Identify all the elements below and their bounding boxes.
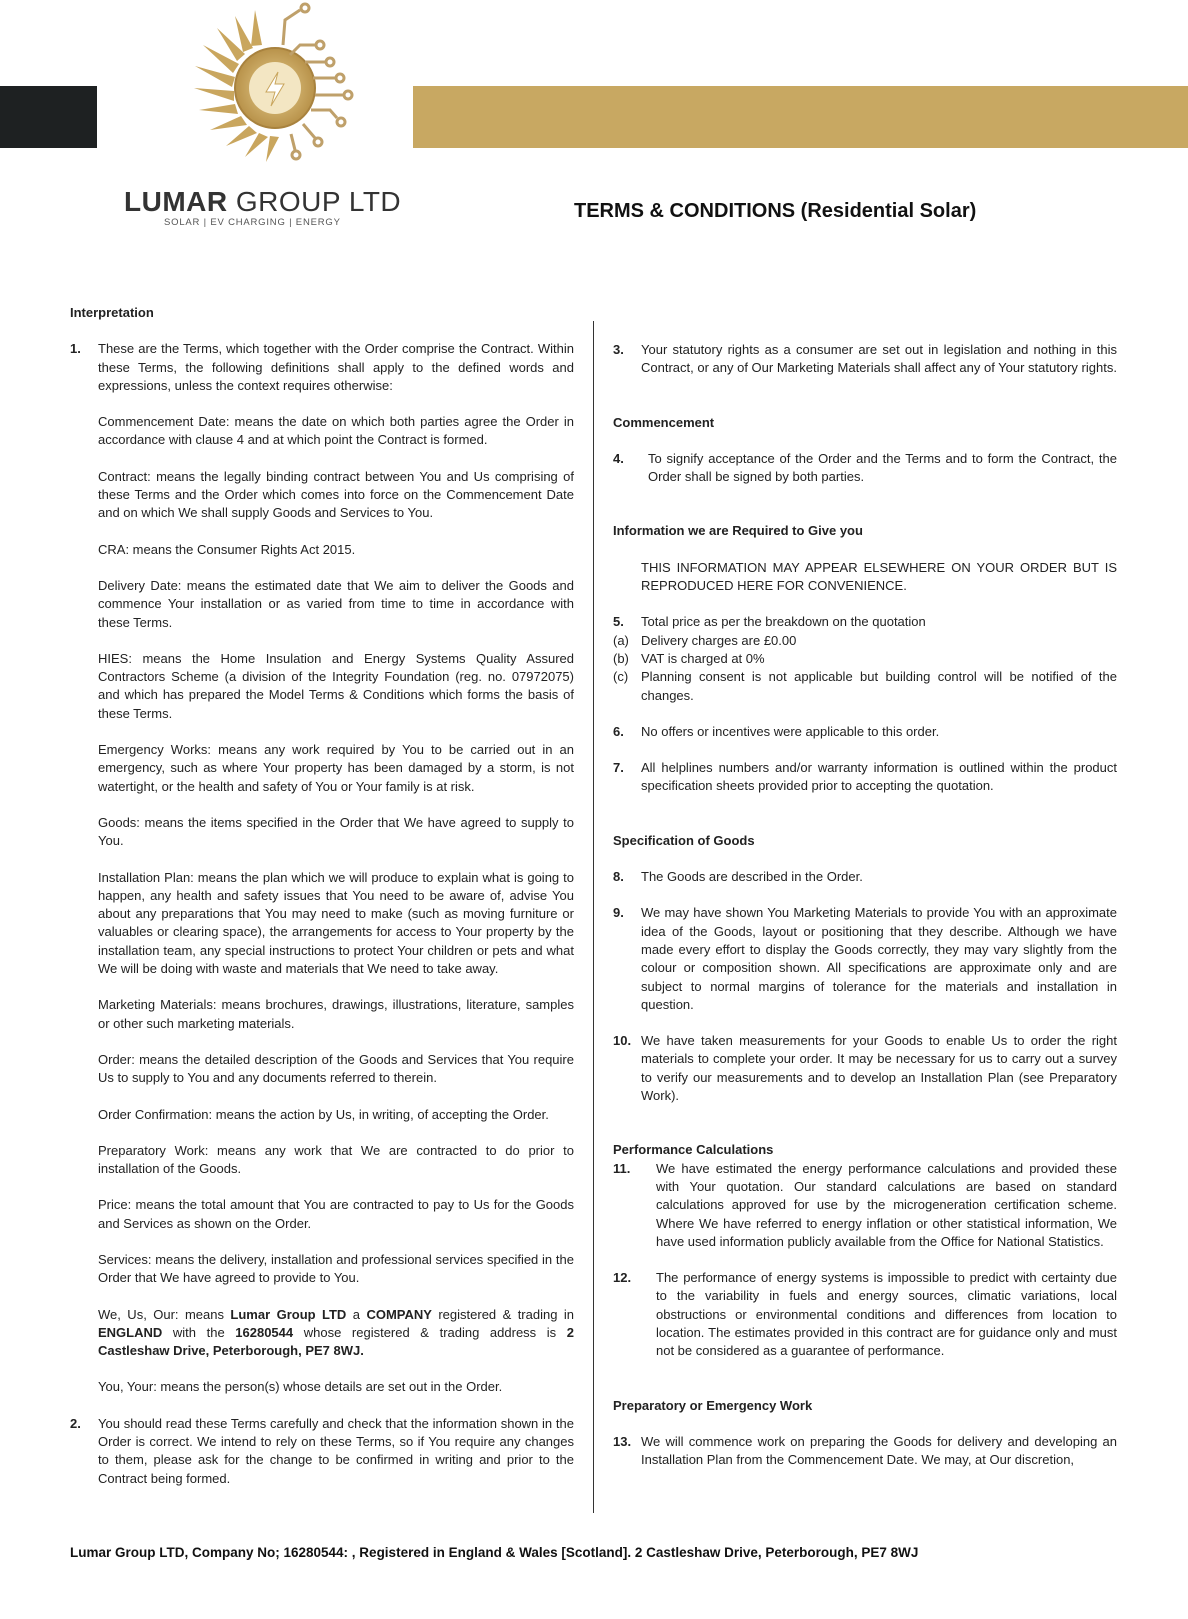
def-we-text: We, Us, Our: means xyxy=(98,1306,231,1322)
left-column xyxy=(70,304,574,1488)
brand-name xyxy=(124,186,401,218)
clause-text: The Goods are described in the Order. xyxy=(641,869,863,885)
clause-13 xyxy=(613,1433,1117,1470)
clause-5a xyxy=(613,632,1117,650)
clause-text: These are the Terms, which together with the Order comprise the Contract. Within these Terms, the following definitions shall apply to the defined words and expressions, unless the context requires otherwise: xyxy=(98,341,574,393)
clause-5b xyxy=(613,650,1117,668)
clause-text: VAT is charged at 0% xyxy=(641,650,765,666)
clause-text: We will commence work on preparing the Goods for delivery and developing an Installation Plan from the Commencement Date. We may, at Our discretion, xyxy=(641,1433,1117,1468)
definition-preparatory-work: Preparatory Work: means any work that We are contracted to do prior to installation of the Goods. xyxy=(98,1142,574,1177)
clause-text: We have taken measurements for your Goods to enable Us to order the right materials to complete your order. It may be necessary for us to carry out a survey to verify our measurements and to develop an Installation Plan (see Preparatory Work). xyxy=(641,1033,1117,1104)
clause-number: 8. xyxy=(613,869,624,885)
definition-emergency-works: Emergency Works: means any work required by You to be carried out in an emergency, such as where Your property has been damaged by a storm, is not watertight, or the health and safety of You or Your family is at risk. xyxy=(98,742,574,794)
clause-number: 13. xyxy=(613,1433,632,1449)
heading-commencement: Commencement xyxy=(613,414,715,430)
heading-performance: Performance Calculations xyxy=(613,1142,774,1158)
clause-number: 9. xyxy=(613,905,624,921)
clause-8 xyxy=(613,868,1117,886)
heading-information: Information we are Required to Give you xyxy=(613,523,863,539)
definition-contract: Contract: means the legally binding contract between You and Us comprising of these Terms and the Order which comes into force on the Commencement Date and on which We shall supply Goods and Services to You. xyxy=(98,468,574,521)
company-number: 16280544 xyxy=(235,1324,294,1340)
clause-number: 10. xyxy=(613,1033,632,1049)
definition-delivery-date: Delivery Date: means the estimated date that We aim to deliver the Goods and commence Your installation or as varied from time to time in accordance with these Terms. xyxy=(98,577,574,630)
definition-commencement-date: Commencement Date: means the date on which both parties agree the Order in accordance with clause 4 and at which point the Contract is formed. xyxy=(98,414,574,448)
clause-9 xyxy=(613,904,1117,1014)
definition-order-confirmation: Order Confirmation: means the action by Us, in writing, of accepting the Order. xyxy=(98,1106,549,1122)
clause-text: The performance of energy systems is impossible to predict with certainty due to the variability in fuels and energy sources, climatic variations, local obstructions or environmental conditions and differences from location to location. The estimates provided in this contract are for guidance only and must not be considered as a guarantee of performance. xyxy=(656,1270,1117,1359)
heading-specification: Specification of Goods xyxy=(613,832,755,848)
def-we-text: a xyxy=(346,1306,367,1322)
clause-text: All helplines numbers and/or warranty information is outlined within the product specification sheets provided prior to accepting the quotation. xyxy=(641,760,1117,794)
definition-price: Price: means the total amount that You are contracted to pay to Us for the Goods and Services as shown on the Order. xyxy=(98,1197,574,1231)
definition-marketing-materials: Marketing Materials: means brochures, drawings, illustrations, literature, samples or other such marketing materials. xyxy=(98,997,574,1031)
header-black-bar xyxy=(0,86,97,148)
brand-name-rest: GROUP LTD xyxy=(227,186,402,217)
clause-text: We have estimated the energy performance calculations and provided these with Your quotation. Our standard calculations are based on standard calculations approved for use by the microgeneration certification scheme. Where We have referred to energy inflation or other statistical information, We have used information publicly available from the Office for National Statistics. xyxy=(656,1160,1117,1249)
brand-tagline: SOLAR | EV CHARGING | ENERGY xyxy=(164,217,341,228)
sub-clause-letter: (b) xyxy=(613,650,629,666)
clause-12 xyxy=(613,1269,1117,1360)
company-address: 2 Castleshaw Drive, Peterborough, PE7 8WJ. xyxy=(98,1324,574,1359)
clause-text: Planning consent is not applicable but building control will be notified of the changes. xyxy=(641,669,1117,703)
definition-we-us-our xyxy=(98,1306,574,1361)
clause-6 xyxy=(613,723,1117,741)
company-logo xyxy=(165,0,385,180)
right-column xyxy=(613,341,1117,1469)
def-we-text: registered & trading in xyxy=(431,1306,574,1322)
clause-1 xyxy=(70,340,574,395)
clause-number: 12. xyxy=(613,1270,632,1286)
company-name: Lumar Group LTD xyxy=(230,1306,347,1322)
clause-number: 4. xyxy=(613,450,624,466)
company-country: ENGLAND xyxy=(98,1324,163,1340)
def-we-text: with the xyxy=(162,1324,236,1340)
definition-you-your: You, Your: means the person(s) whose details are set out in the Order. xyxy=(98,1379,503,1395)
clause-text: Total price as per the breakdown on the quotation xyxy=(641,614,926,630)
definition-cra: CRA: means the Consumer Rights Act 2015. xyxy=(98,541,356,557)
company-type: COMPANY xyxy=(366,1306,432,1322)
sub-clause-letter: (c) xyxy=(613,669,629,685)
definition-hies: HIES: means the Home Insulation and Energy Systems Quality Assured Contractors Scheme (a division of the Integrity Foundation (reg. no. 07972075) and which has prepared the Model Terms & Conditions which forms the basis of these Terms. xyxy=(98,650,574,721)
definition-goods: Goods: means the items specified in the Order that We have agreed to supply to You. xyxy=(98,814,574,849)
heading-interpretation: Interpretation xyxy=(70,305,154,320)
clause-5c xyxy=(613,668,1117,705)
definition-installation-plan: Installation Plan: means the plan which we will produce to explain what is going to happen, any health and safety issues that You need to be aware of, advise You about any preparations that You may need to make (such as moving furniture or valuables or clearing space), the arrangements for access to Your property by the installation team, any special instructions to protect Your children or pets and what We will be doing with waste and materials that We need to take away. xyxy=(98,869,574,977)
clause-3 xyxy=(613,341,1117,378)
header-gold-bar xyxy=(413,86,1188,148)
definition-services: Services: means the delivery, installation and professional services specified in the Order that We have agreed to provide to You. xyxy=(98,1251,574,1286)
page-footer: Lumar Group LTD, Company No; 16280544: , Registered in England & Wales [Scotland]. 2 Castleshaw Drive, Peterborough, PE7 8WJ xyxy=(70,1545,919,1560)
clause-number: 1. xyxy=(70,341,81,357)
clause-7 xyxy=(613,759,1117,796)
clause-text: We may have shown You Marketing Materials to provide You with an approximate idea of the Goods, layout or positioning that they describe. Although we have made every effort to display the Goods correctly, they may vary slightly from the colour or composition shown. All specifications are approximate only and are subject to normal margins of tolerance for the materials and installation in question. xyxy=(641,905,1117,1012)
column-divider xyxy=(593,321,594,1513)
clause-11 xyxy=(613,1160,1117,1251)
clause-number: 6. xyxy=(613,723,624,739)
clause-text: No offers or incentives were applicable to this order. xyxy=(641,723,940,739)
document-title: TERMS & CONDITIONS (Residential Solar) xyxy=(574,200,977,222)
clause-2 xyxy=(70,1415,574,1488)
clause-number: 3. xyxy=(613,342,624,357)
clause-number: 2. xyxy=(70,1415,81,1431)
clause-text: You should read these Terms carefully and check that the information shown in the Order is correct. We intend to rely on these Terms, so if You require any changes to them, please ask for the change to be confirmed in writing and prior to the Contract being formed. xyxy=(98,1415,574,1486)
information-note: THIS INFORMATION MAY APPEAR ELSEWHERE ON YOUR ORDER BUT IS REPRODUCED HERE FOR CONVENIENCE. xyxy=(641,559,1117,594)
definition-order: Order: means the detailed description of the Goods and Services that You require Us to supply to You and any documents referred to therein. xyxy=(98,1051,574,1086)
heading-preparatory: Preparatory or Emergency Work xyxy=(613,1397,813,1413)
clause-number: 11. xyxy=(613,1160,631,1176)
clause-text: Delivery charges are £0.00 xyxy=(641,632,797,648)
clause-text: Your statutory rights as a consumer are set out in legislation and nothing in this Contract, or any of Our Marketing Materials shall affect any of Your statutory rights. xyxy=(641,342,1117,376)
clause-5 xyxy=(613,613,1117,631)
clause-10 xyxy=(613,1032,1117,1105)
brand-name-bold: LUMAR xyxy=(124,186,228,217)
def-we-text: whose registered & trading address is xyxy=(293,1324,567,1340)
clause-4 xyxy=(613,450,1117,487)
clause-number: 7. xyxy=(613,760,624,776)
clause-number: 5. xyxy=(613,614,624,630)
clause-text: To signify acceptance of the Order and the Terms and to form the Contract, the Order shall be signed by both parties. xyxy=(648,450,1117,485)
sub-clause-letter: (a) xyxy=(613,632,629,648)
